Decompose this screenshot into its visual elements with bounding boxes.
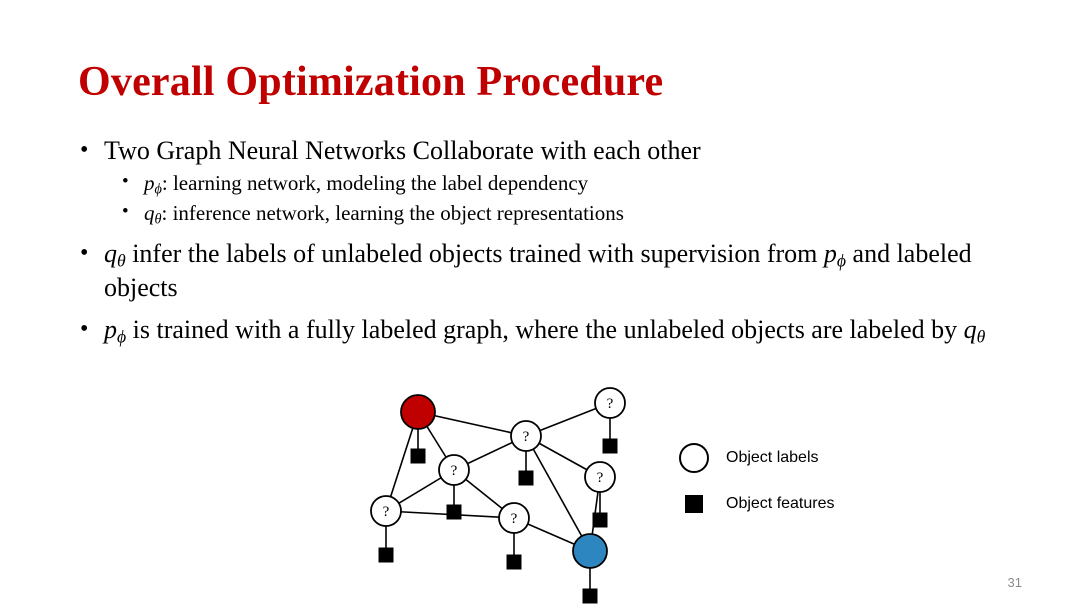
bullet-item-4 bbox=[78, 238, 1008, 304]
legend-circle-mark bbox=[668, 443, 720, 473]
bullet-item-2 bbox=[78, 170, 1008, 199]
symbol-q-theta: $q_\theta$ bbox=[104, 239, 126, 271]
object-feature-square bbox=[593, 513, 608, 528]
object-feature-square bbox=[583, 589, 598, 604]
node-label: ? bbox=[596, 470, 604, 486]
node-label: ? bbox=[510, 511, 518, 527]
node-label: ? bbox=[382, 504, 390, 520]
legend-label-object-labels: Object labels bbox=[726, 449, 819, 466]
node-label: ? bbox=[450, 463, 458, 479]
symbol-q-theta: $q_\theta$ bbox=[144, 200, 162, 228]
object-feature-square bbox=[507, 555, 522, 570]
bullet-item-1-text: Two Graph Neural Networks Collaborate with each other bbox=[104, 136, 701, 165]
bullet-list bbox=[78, 135, 1008, 351]
bullet-item-3 bbox=[78, 200, 1008, 229]
bullet-item-2-text: : learning network, modeling the label dependency bbox=[161, 170, 589, 195]
figure-legend bbox=[668, 438, 888, 524]
object-feature-square bbox=[603, 439, 618, 454]
object-label-icon bbox=[679, 443, 709, 473]
graph-svg bbox=[330, 378, 670, 608]
bullet-marker: • bbox=[122, 200, 129, 222]
bullet-item-5 bbox=[78, 314, 1008, 348]
legend-label-object-features: Object features bbox=[726, 495, 835, 512]
bullet-item-1 bbox=[78, 135, 1008, 167]
object-feature-square bbox=[519, 471, 534, 486]
object-feature-square bbox=[447, 505, 462, 520]
object-feature-square bbox=[379, 548, 394, 563]
bullet-marker: • bbox=[80, 137, 89, 163]
page-title: Overall Optimization Procedure bbox=[78, 59, 664, 105]
bullet-marker: • bbox=[80, 240, 89, 267]
node-label: ? bbox=[606, 396, 614, 412]
object-label-node bbox=[573, 534, 607, 568]
legend-item-object-features bbox=[668, 484, 888, 524]
graph-nodes bbox=[371, 388, 625, 568]
page-number: 31 bbox=[1007, 575, 1022, 590]
bullet-marker: • bbox=[80, 316, 89, 343]
object-feature-square bbox=[411, 449, 426, 464]
symbol-p-phi: $p_\phi$ bbox=[104, 315, 127, 347]
object-feature-icon bbox=[685, 495, 703, 513]
symbol-q-theta: $q_\theta$ bbox=[963, 315, 986, 347]
bullet-item-3-text: : inference network, learning the object representations bbox=[161, 200, 624, 225]
graph-feature-squares bbox=[379, 403, 618, 604]
bullet-item-4-text-b: and labeled objects bbox=[104, 239, 972, 303]
bullet-marker: • bbox=[122, 170, 129, 192]
legend-item-object-labels bbox=[668, 438, 888, 478]
legend-square-mark bbox=[668, 495, 720, 513]
object-label-node bbox=[401, 395, 435, 429]
symbol-p-phi: $p_\phi$ bbox=[823, 239, 847, 271]
symbol-p-phi: $p_\phi$ bbox=[144, 170, 162, 198]
bullet-item-5-text-a: is trained with a fully labeled graph, where the unlabeled objects are labeled by bbox=[126, 315, 964, 345]
node-label: ? bbox=[522, 429, 530, 445]
bullet-item-4-text-a: infer the labels of unlabeled objects trained with supervision from bbox=[125, 239, 824, 269]
